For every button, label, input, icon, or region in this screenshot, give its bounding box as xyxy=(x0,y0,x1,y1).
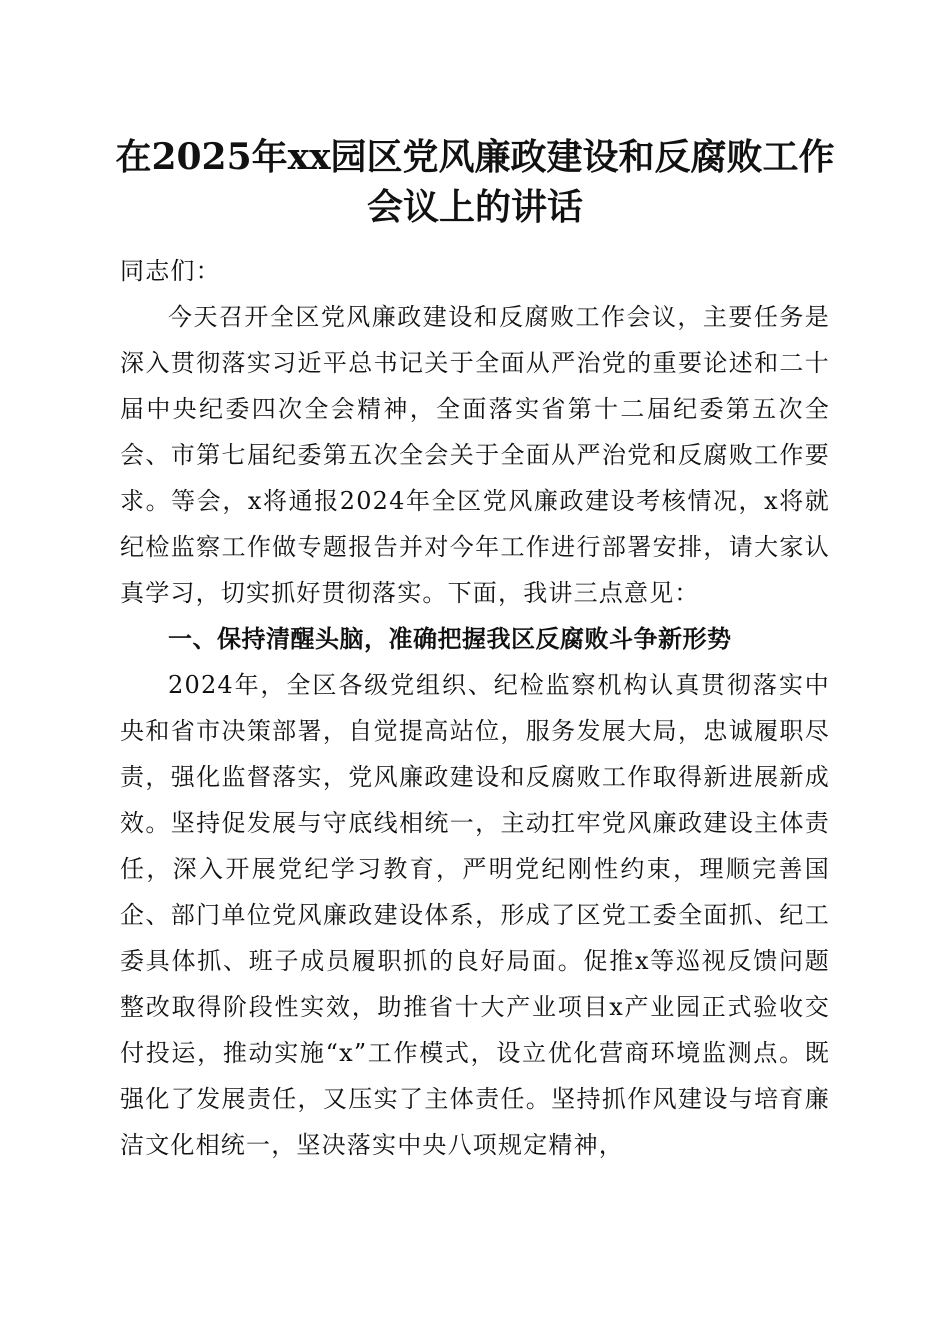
section-heading-1: 一、保持清醒头脑，准确把握我区反腐败斗争新形势 xyxy=(168,625,732,653)
document-body xyxy=(120,248,830,1168)
document-title xyxy=(100,132,850,232)
section-1-paragraph: 2024年，全区各级党组织、纪检监察机构认真贯彻落实中央和省市决策部署，自觉提高站位，服务发展大局，忠诚履职尽责，强化监督落实，党风廉政建设和反腐败工作取得新进展新成效。坚持促发展与守底线相统一，主动扛牢党风廉政建设主体责任，深入开展党纪学习教育，严明党纪刚性约束，理顺完善国企、部门单位党风廉政建设体系，形成了区党工委全面抓、纪工委具体抓、班子成员履职抓的良好局面。促推x等巡视反馈问题整改取得阶段性实效，助推省十大产业项目x产业园正式验收交付投运，推动实施“x”工作模式，设立优化营商环境监测点。既强化了发展责任，又压实了主体责任。坚持抓作风建设与培育廉洁文化相统一，坚决落实中央八项规定精神， xyxy=(120,671,830,1159)
intro-paragraph: 今天召开全区党风廉政建设和反腐败工作会议，主要任务是深入贯彻落实习近平总书记关于全面从严治党的重要论述和二十届中央纪委四次全会精神，全面落实省第十二届纪委第五次全会、市第七届纪委第五次全会关于全面从严治党和反腐败工作要求。等会，x将通报2024年全区党风廉政建设考核情况，x将就纪检监察工作做专题报告并对今年工作进行部署安排，请大家认真学习，切实抓好贯彻落实。下面，我讲三点意见： xyxy=(120,303,830,607)
title-line-1: 在2025年xx园区党风廉政建设和反腐败工作 xyxy=(115,136,835,178)
title-line-2: 会议上的讲话 xyxy=(366,186,583,228)
salutation: 同志们： xyxy=(120,257,221,285)
